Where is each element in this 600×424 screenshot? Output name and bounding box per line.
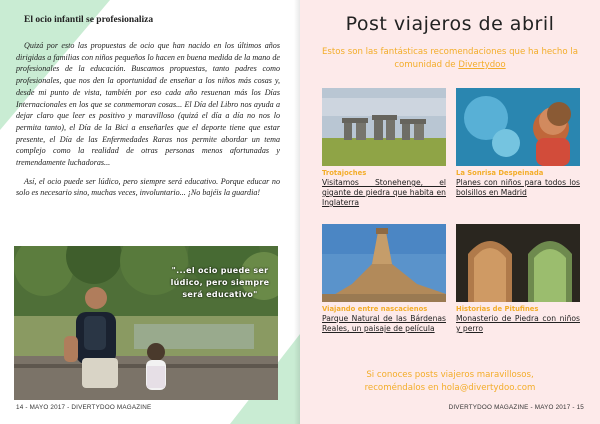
- divertydoo-link[interactable]: Divertydoo: [458, 60, 506, 70]
- post-link[interactable]: Parque Natural de las Bárdenas Reales, un paisaje de película: [322, 314, 446, 333]
- footer-email-line[interactable]: recoméndalos en hola@divertydoo.com: [364, 383, 536, 393]
- section-heading: El ocio infantil se profesionaliza: [24, 15, 154, 25]
- child-screen-image: [456, 88, 580, 166]
- page-footer-left: 14 - MAYO 2017 - DIVERTYDOO MAGAZINE: [16, 404, 152, 411]
- article-body: [16, 40, 280, 206]
- post-card-monasterio[interactable]: [456, 224, 580, 334]
- stonehenge-image: [322, 88, 446, 166]
- article-paragraph-1: Quizá por esto las propuestas de ocio que han nacido en los últimos años dirigidas a familias con niños pequeños lo hacen en buena medida de la mano de profesionales de la educación. Buscamos propuestas, tanto padres como profesionales, que nos den la oportunidad de enseñar a los niños más cosas y, desde mi punto de vista, también por eso cada año resuenan más los Días Internacionales en los que se conmemoran cosas... El Día del Libro nos ayuda a dejar claro que leer es positivo y maravilloso (quizá el día a día no nos lo permita tanto), el Día de la Bici a enseñarles que el deporte tiene que estar presente, el Día de las Enfermedades Raras nos permite abordar un tema complejo como la realidad de otras personas menos afortunadas y tremendamente luchadoras...: [16, 41, 280, 168]
- post-link[interactable]: Monasterio de Piedra con niños y perro: [456, 314, 580, 333]
- post-card-madrid[interactable]: [456, 88, 580, 198]
- recommendation-footer: [328, 369, 572, 395]
- post-category: Historias de Pitufines: [456, 305, 539, 313]
- post-card-bardenas[interactable]: [322, 224, 446, 334]
- post-category: Trotajoches: [322, 169, 367, 177]
- subtitle-text: Estos son las fantásticas recomendaciones que ha hecho la comunidad de: [322, 47, 578, 70]
- post-link[interactable]: Planes con niños para todos los bolsillos en Madrid: [456, 178, 580, 197]
- bardenas-image: [322, 224, 446, 302]
- page-subtitle: [320, 46, 580, 72]
- post-category: Viajando entre nascacienos: [322, 305, 428, 313]
- post-link[interactable]: Visitamos Stonehenge, el gigante de piedra que habita en Inglaterra: [322, 178, 446, 207]
- footer-line-1: Si conoces posts viajeros maravillosos,: [366, 370, 534, 380]
- monasterio-tunnel-image: [456, 224, 580, 302]
- article-paragraph-2: Así, el ocio puede ser lúdico, pero siempre será educativo. Porque educar no solo es necesario sino, muchas veces, involuntario... ¡No bajéis la guardia!: [16, 176, 280, 198]
- right-page: [300, 0, 600, 424]
- page-title: Post viajeros de abril: [345, 13, 555, 35]
- page-footer-right: DIVERTYDOO MAGAZINE - MAYO 2017 - 15: [448, 404, 584, 411]
- post-card-stonehenge[interactable]: [322, 88, 446, 208]
- post-category: La Sonrisa Despeinada: [456, 169, 544, 177]
- pull-quote: "...el ocio puede ser lúdico, pero siempre será educativo": [170, 266, 270, 299]
